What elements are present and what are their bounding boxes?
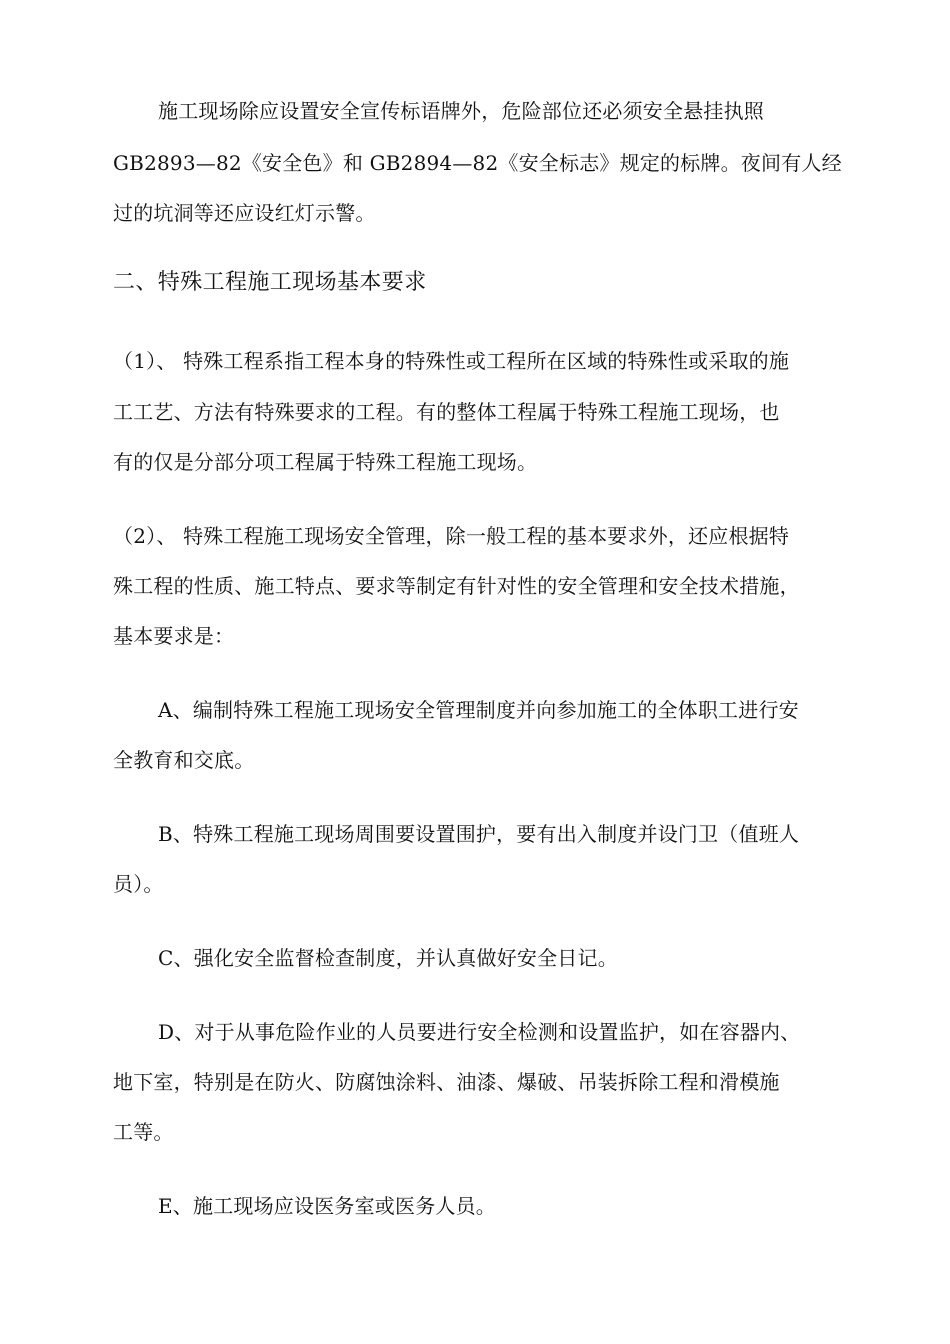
section-heading: 二、特殊工程施工现场基本要求 [113, 270, 427, 295]
paragraph-line: E、施工现场应设医务室或医务人员。 [158, 1194, 496, 1218]
paragraph-line: 有的仅是分部分项工程属于特殊工程施工现场。 [113, 450, 538, 474]
paragraph-line: A、编制特殊工程施工现场安全管理制度并向参加施工的全体职工进行安 [158, 698, 799, 722]
paragraph-line: 殊工程的性质、施工特点、要求等制定有针对性的安全管理和安全技术措施， [113, 574, 800, 598]
paragraph-line: GB2893—82《安全色》和 GB2894—82《安全标志》规定的标牌。夜间有人经 [113, 151, 842, 175]
paragraph-line: 施工现场除应设置安全宣传标语牌外，危险部位还必须安全悬挂执照 [158, 99, 764, 123]
paragraph-line: 基本要求是： [113, 624, 235, 648]
paragraph-line: C、强化安全监督检查制度，并认真做好安全日记。 [158, 946, 618, 970]
paragraph-line: 工工艺、方法有特殊要求的工程。有的整体工程属于特殊工程施工现场，也 [113, 400, 780, 424]
paragraph-line: （2）、 特殊工程施工现场安全管理，除一般工程的基本要求外，还应根据特 [113, 524, 790, 548]
paragraph-line: 地下室，特别是在防火、防腐蚀涂料、油漆、爆破、吊装拆除工程和滑模施 [113, 1070, 780, 1094]
paragraph-line: 过的坑洞等还应设红灯示警。 [113, 201, 376, 225]
paragraph-line: 工等。 [113, 1120, 174, 1144]
paragraph-line: （1）、 特殊工程系指工程本身的特殊性或工程所在区域的特殊性或采取的施 [113, 349, 790, 373]
paragraph-line: B、特殊工程施工现场周围要设置围护，要有出入制度并设门卫（值班人 [158, 822, 800, 846]
paragraph-line: 全教育和交底。 [113, 748, 255, 772]
paragraph-line: D、对于从事危险作业的人员要进行安全检测和设置监护，如在容器内、 [158, 1020, 801, 1044]
paragraph-line: 员）。 [113, 872, 164, 896]
